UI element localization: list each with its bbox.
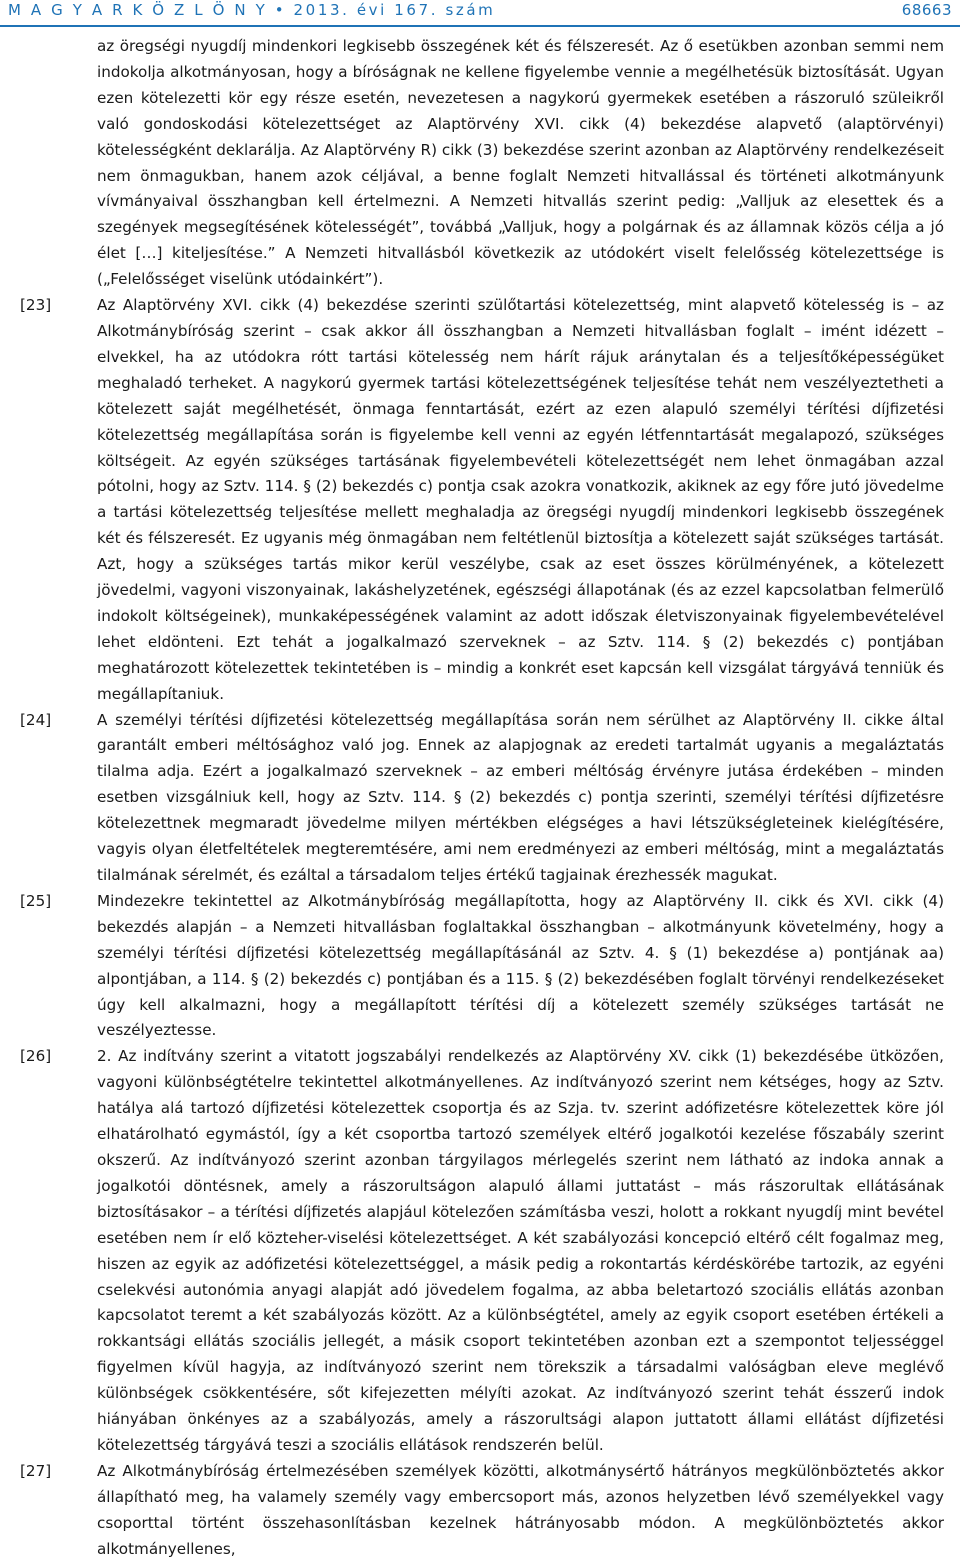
paragraph-24 bbox=[20, 708, 944, 889]
paragraph-number: [27] bbox=[20, 1461, 52, 1480]
paragraph-text: Az Alaptörvény XVI. cikk (4) bekezdése szerinti szülőtartási kötelezettség, mint alapvető kötelesség is – az Alkotmánybíróság szerint – csak akkor áll összhangban a Nemzeti hitvallásban foglalt – imént idézett – elvekkel, ha az utódokra rótt tartási kötelesség nem hárít rájuk aránytalan és a teljesítőképességüket meghaladó terheket. A nagykorú gyermek tartási kötelezettségének teljesítése tehát nem veszélyeztetheti a kötelezett saját megélhetését, önmaga fenntartását, ezért az ezen alapuló személyi térítési díjfizetési kötelezettség megállapítása során is figyelembe kell venni az egyén létfenntartását megalapozó, szükséges költségeit. Az egyén szükséges tartásának figyelembevételi kötelezettségét nem lehet önmagában azzal pótolni, hogy az Sztv. 114. § (2) bekezdés c) pontja csak azokra vonatkozik, akiknek az egy főre jutó jövedelme a tartási kötelezettség teljesítése mellett meghaladja az öregségi nyugdíj mindenkori legkisebb összegének két és félszeresét. Ez ugyanis még önmagában nem feltétlenül biztosítja a kötelezett saját szükséges tartását. Azt, hogy a szükséges tartás mikor kerül veszélybe, csak az eset összes körülményének, a kötelezett jövedelmi, vagyoni viszonyainak, lakáshelyzetének, egészségi állapotának (és az ezzel kapcsolatban felmerülő indokolt költségeinek), munkaképességének valamint az adott időszak életviszonyainak figyelembevételével lehet eldönteni. Ezt tehát a jogalkalmazó szerveknek – az Sztv. 114. § (2) bekezdés c) pontjában meghatározott kötelezettek tekintetében is – mindig a konkrét eset kapcsán kell vizsgálat tárgyává tenniük és megállapítaniuk. bbox=[97, 296, 944, 703]
paragraph-23 bbox=[20, 293, 944, 708]
paragraph-number: [23] bbox=[20, 296, 52, 315]
paragraph-text: Mindezekre tekintettel az Alkotmánybíróság megállapította, hogy az Alaptörvény II. cikk és XVI. cikk (4) bekezdés alapján – a Nemzeti hitvallásban foglaltakkal összhangban – alkotmányunk követelmény, hogy a személyi térítési díjfizetési kötelezettség megállapításánál az Sztv. 4. § (1) bekezdése a) pontjának aa) alpontjában, a 114. § (2) bekezdés c) pontjában és a 115. § (2) bekezdésében foglalt törvényi rendelkezéseket úgy kell alkalmazni, hogy a megállapított térítési díj a kötelezett személy szükséges tartását ne veszélyeztesse. bbox=[97, 891, 944, 1040]
page-number: 68663 bbox=[901, 1, 952, 19]
journal-title: M A G Y A R K Ö Z L Ö N Y • 2013. évi 167. szám bbox=[8, 1, 496, 19]
paragraph-text: az öregségi nyugdíj mindenkori legkisebb összegének két és félszeresét. Az ő esetükben azonban semmi nem indokolja alkotmányosan, hogy a bíróságnak ne kellene figyelembe vennie a megélhetésük biztosítását. Ugyan ezen kötelezetti kör egy része esetén, nevezetesen a nagykorú gyermekek esetében a rászoruló szüleikről való gondoskodási kötelezettséget az Alaptörvény XVI. cikk (4) bekezdése alapvető (alaptörvényi) kötelességként deklarálja. Az Alaptörvény R) cikk (3) bekezdése szerint azonban az Alaptörvény rendelkezéseit nem önmagukban, hanem azok céljával, a benne foglalt Nemzeti hitvallással és történeti alkotmányunk vívmányaival összhangban kell értelmezni. A Nemzeti hitvallás szerint pedig: „Valljuk az elesettek és a szegények megsegítésének kötelességét”, továbbá „Valljuk, hogy a polgárnak és az államnak közös célja a jó élet […] kiteljesítése.” A Nemzeti hitvallásból következik az utódokért viselt felelősség kötelezettsége is („Felelősséget viselünk utódainkért”). bbox=[97, 37, 944, 289]
paragraph-text: 2. Az indítvány szerint a vitatott jogszabályi rendelkezés az Alaptörvény XV. cikk (1) bekezdésébe ütközően, vagyoni különbségtételre tekintettel alkotmányellenes. Az indítványozó szerint nem kétséges, hogy az Sztv. hatálya alá tartozó díjfizetési kötelezettek csoportja és az Szja. tv. szerint adófizetésre kötelezettek köre jól elhatárolható egymástól, így a két csoportba tartozó személyek eltérő jogalkotói kezelése főszabály szerint okszerű. Az indítványozó szerint azonban tárgyilagos mérlegelés szerint nem látható az indoka annak a jogalkotói döntésnek, amely a rászorultságon alapuló állami juttatást – más rászorultak ellátásának biztosításakor – a térítési díjfizetés alapjául kötelezően számításba veszi, holott a rokkant nyugdíj mint bevétel esetében nem ír elő közteher-viselési kötelezettséget. A két szabályozási koncepció eltérő célt fogalmaz meg, hiszen az egyik az adófizetési kötelezettséggel, a másik pedig a rokontartás kérdéskörébe tartozik, az egyéni cselekvési autonómia anyagi alapját adó jövedelem fogalma, az abba beletartozó szociális ellátás azonban kapcsolatot teremt a két szabályozás között. Az a különbségtétel, amely az egyik csoport esetében értékeli a rokkantsági ellátás szociális jellegét, a másik csoport tekintetében azonban ezt a szempontot teljességgel figyelmen kívül hagyja, az indítványozó szerint nem törekszik a társadalmi valóságban eleve meglévő különbségek csökkentésére, sőt kifejezetten mélyíti azokat. Az indítványozó szerint tehát ésszerű indok hiányában önkényes az a szabályozás, amely a rászorultsági alapon juttatott állami ellátást díjfizetési kötelezettség tárgyává teszi a szociális ellátások rendszerén belül. bbox=[97, 1047, 944, 1454]
paragraph-number: [26] bbox=[20, 1047, 52, 1066]
paragraph-26 bbox=[20, 1044, 944, 1459]
paragraph-continuation bbox=[20, 34, 944, 293]
paragraph-text: Az Alkotmánybíróság értelmezésében személyek közötti, alkotmánysértő hátrányos megkülönböztetés akkor állapítható meg, ha valamely személy vagy embercsoport más, azonos helyzetben lévő személyekkel vagy csoporttal történt összehasonlításban kezelnek hátrányosabb módon. A megkülönböztetés akkor alkotmányellenes, bbox=[97, 1461, 944, 1558]
document-body bbox=[20, 34, 944, 1562]
paragraph-number bbox=[20, 34, 97, 293]
paragraph-text: A személyi térítési díjfizetési kötelezettség megállapítása során nem sérülhet az Alaptörvény II. cikke által garantált emberi méltósághoz való jog. Ennek az alapjognak az eredeti tartalmát ugyanis a megaláztatás tilalma adja. Ezért a jogalkalmazó szerveknek – az emberi méltóság érvényre jutása érdekében – minden esetben vizsgálniuk kell, hogy az Sztv. 114. § (2) bekezdés c) pontja szerinti, személyi térítési díjfizetésre kötelezettnek megmaradt jövedelme milyen mértékben elégséges a havi létszükségleteinek kielégítésére, vagyis olyan életfeltételek megteremtésére, ami nem eredményezi az emberi méltóság, mint a megaláztatás tilalmának sérelmét, és ezáltal a társadalom teljes értékű tagjainak érezhessék magukat. bbox=[97, 710, 944, 884]
header-rule bbox=[0, 25, 960, 27]
paragraph-number: [25] bbox=[20, 891, 52, 910]
paragraph-number: [24] bbox=[20, 710, 52, 729]
paragraph-25 bbox=[20, 889, 944, 1044]
page-header bbox=[0, 0, 960, 20]
paragraph-27 bbox=[20, 1459, 944, 1562]
